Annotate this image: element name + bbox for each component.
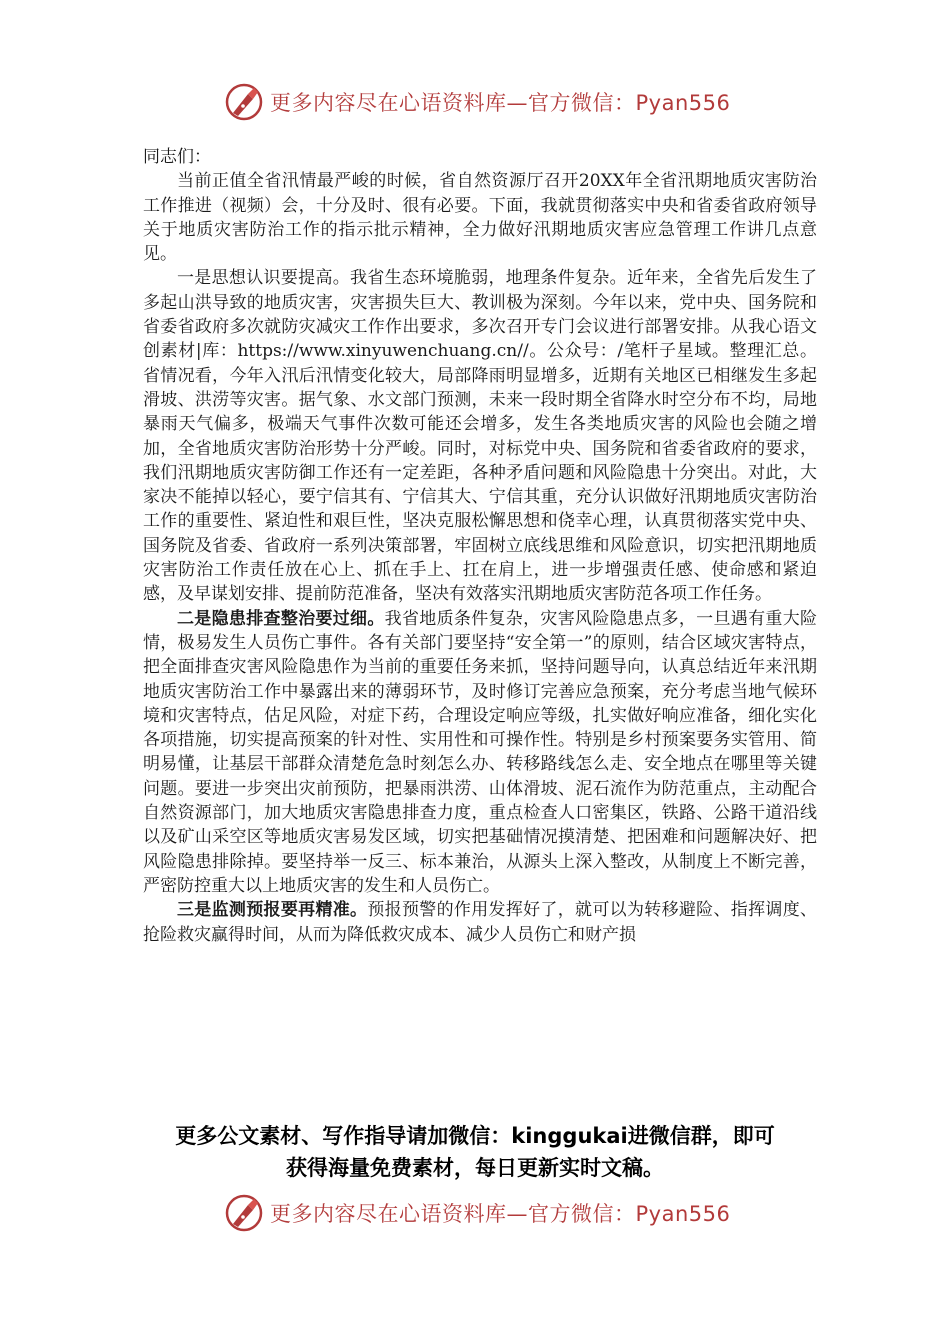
point-2-heading: 二是隐患排查整治要过细。 — [177, 608, 385, 629]
header-banner — [224, 80, 744, 124]
point-3-body: 预报预警的作用发挥好了，就可以为转移避险、指挥调度、抢险救灾赢得时间，从而为降低救灾成本、减少人员伤亡和财产损 — [143, 900, 818, 945]
paragraph-point-1: 一是思想认识要提高。我省生态环境脆弱，地理条件复杂。近年来，全省先后发生了多起山洪导致的地质灾害，灾害损失巨大、教训极为深刻。今年以来，党中央、国务院和省委省政府多次就防灾减灾工作作出要求，多次召开专门会议进行部署安排。从我心语文创素材|库：https://www.xinyuwenchuang.cn//。公众号：/笔杆子星域。整理汇总。省情况看，今年入汛后汛情变化较大，局部降雨明显增多，近期有关地区已相继发生多起滑坡、洪涝等灾害。据气象、水文部门预测，未来一段时期全省降水时空分布不均，局地暴雨天气偏多，极端天气事件次数可能还会增多，发生各类地质灾害的风险也会随之增加，全省地质灾害防治形势十分严峻。同时，对标党中央、国务院和省委省政府的要求，我们汛期地质灾害防御工作还有一定差距，各种矛盾问题和风险隐患十分突出。对此，大家决不能掉以轻心，要宁信其有、宁信其大、宁信其重，充分认识做好汛期地质灾害防治工作的重要性、紧迫性和艰巨性，坚决克服松懈思想和侥幸心理，认真贯彻落实党中央、国务院及省委、省政府一系列决策部署，牢固树立底线思维和风险意识，切实把汛期地质灾害防治工作责任放在心上、抓在手上、扛在肩上，进一步增强责任感、使命感和紧迫感，及早谋划安排、提前防范准备，坚决有效落实汛期地质灾害防范各项工作任务。 — [143, 268, 817, 605]
paragraph-point-3 — [143, 898, 817, 947]
salutation: 同志们： — [143, 147, 211, 167]
footer-banner — [224, 1191, 744, 1235]
point-3-heading: 三是监测预报要再精准。 — [177, 900, 368, 921]
pen-nib-icon — [224, 82, 264, 122]
banner-text: 更多内容尽在心语资料库—官方微信：Pyan556 — [270, 1202, 731, 1226]
cta-line-2: 获得海量免费素材，每日更新实时文稿。 — [286, 1156, 664, 1180]
document-body — [143, 145, 817, 947]
wechat-cta — [120, 1120, 830, 1184]
pen-nib-icon — [224, 1193, 264, 1233]
paragraph-intro: 当前正值全省汛情最严峻的时候，省自然资源厅召开20XX年全省汛期地质灾害防治工作推进（视频）会，十分及时、很有必要。下面，我就贯彻落实中央和省委省政府领导关于地质灾害防治工作的指示批示精神，全力做好汛期地质灾害应急管理工作讲几点意见。 — [143, 171, 817, 265]
point-2-body: 我省地质条件复杂，灾害风险隐患点多，一旦遇有重大险情，极易发生人员伤亡事件。各有关部门要坚持“安全第一”的原则，结合区域灾害特点，把全面排查灾害风险隐患作为当前的重要任务来抓，坚持问题导向，认真总结近年来汛期地质灾害防治工作中暴露出来的薄弱环节，及时修订完善应急预案，充分考虑当地气候环境和灾害特点，估足风险，对症下药，合理设定响应等级，扎实做好响应准备，细化实化各项措施，切实提高预案的针对性、实用性和可操作性。特别是乡村预案要务实管用、简明易懂，让基层干部群众清楚危急时刻怎么办、转移路线怎么走、安全地点在哪里等关键问题。要进一步突出灾前预防，把暴雨洪涝、山体滑坡、泥石流作为防范重点，主动配合自然资源部门，加大地质灾害隐患排查力度，重点检查人口密集区，铁路、公路干道沿线以及矿山采空区等地质灾害易发区域，切实把基础情况摸清楚、把困难和问题解决好、把风险隐患排除掉。要坚持举一反三、标本兼治，从源头上深入整改，从制度上不断完善，严密防控重大以上地质灾害的发生和人员伤亡。 — [143, 608, 818, 896]
paragraph-point-2 — [143, 607, 817, 899]
cta-line-1: 更多公文素材、写作指导请加微信：kinggukai进微信群，即可 — [175, 1124, 775, 1148]
banner-text: 更多内容尽在心语资料库—官方微信：Pyan556 — [270, 91, 731, 115]
